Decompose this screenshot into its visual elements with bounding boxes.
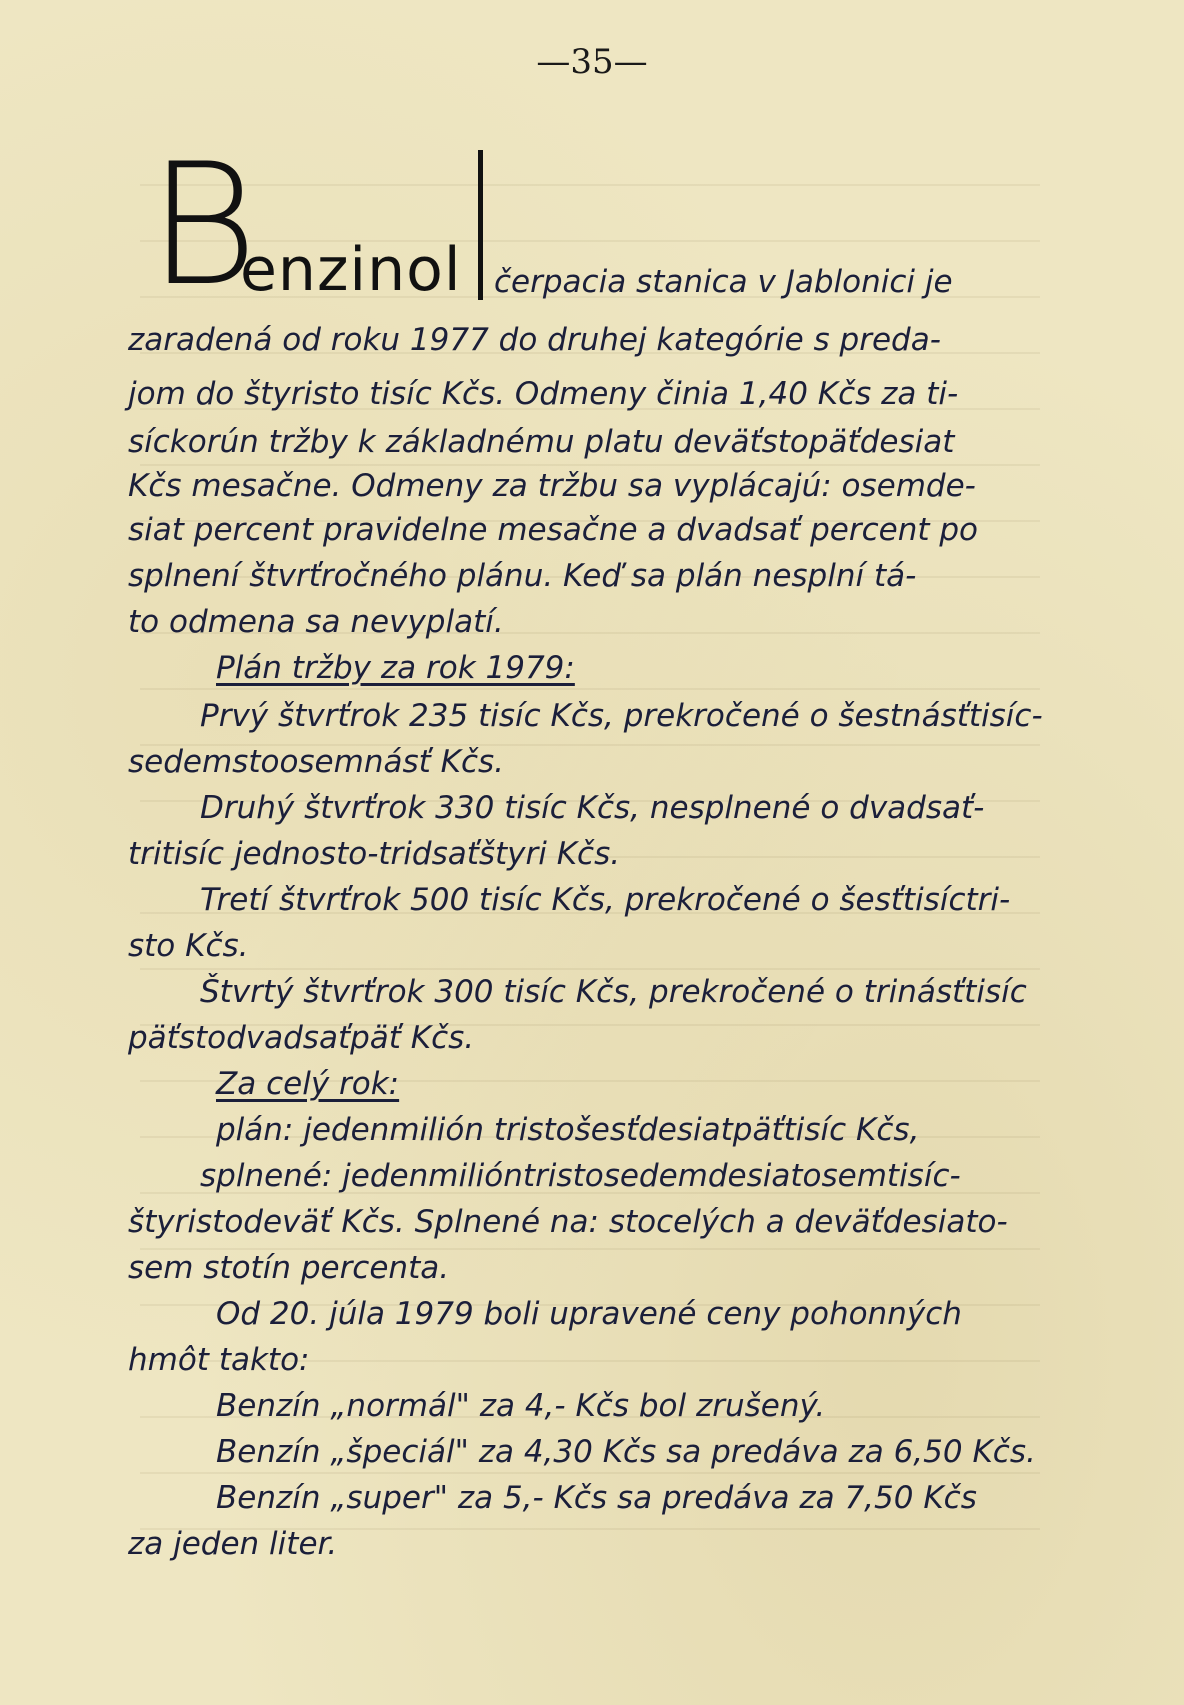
text-line: plán: jedenmilión tristošesťdesiatpäťtisíc Kčs, <box>216 1112 920 1148</box>
text-line: Druhý štvrťrok 330 tisíc Kčs, nesplnené o dvadsať- <box>200 790 985 826</box>
section-heading-year: Za celý rok: <box>216 1066 400 1102</box>
text-line: splnení štvrťročného plánu. Keď sa plán nesplní tá- <box>128 558 917 594</box>
title-rest: enzinol <box>240 235 462 305</box>
text-line: Od 20. júla 1979 boli upravené ceny pohonných <box>216 1296 962 1332</box>
section-heading-plan: Plán tržby za rok 1979: <box>216 650 575 686</box>
text-line: tritisíc jednosto-tridsaťštyri Kčs. <box>128 836 621 872</box>
text-line: Benzín „super" za 5,- Kčs sa predáva za 7,50 Kčs <box>216 1480 977 1516</box>
text-line: Kčs mesačne. Odmeny za tržbu sa vyplácajú: osemde- <box>128 468 976 504</box>
text-line: siat percent pravidelne mesačne a dvadsať percent po <box>128 512 979 548</box>
text-line: štyristodeväť Kčs. Splnené na: stocelých a deväťdesiato- <box>128 1204 1008 1240</box>
text-line: Prvý štvrťrok 235 tisíc Kčs, prekročené o šestnásťtisíc- <box>200 698 1043 734</box>
text-line: hmôt takto: <box>128 1342 310 1378</box>
text-line: zaradená od roku 1977 do druhej kategórie s preda- <box>128 322 941 358</box>
title-divider <box>478 150 483 300</box>
text-line: sem stotín percenta. <box>128 1250 450 1286</box>
text-line: Štvrtý štvrťrok 300 tisíc Kčs, prekročené o trinásťtisíc <box>200 974 1027 1010</box>
text-line: splnené: jedenmilióntristosedemdesiatosemtisíc- <box>200 1158 961 1194</box>
text-line: Benzín „špeciál" za 4,30 Kčs sa predáva za 6,50 Kčs. <box>216 1434 1036 1470</box>
text-line: sto Kčs. <box>128 928 249 964</box>
text-line: Benzín „normál" za 4,- Kčs bol zrušený. <box>216 1388 826 1424</box>
text-line: síckorún tržby k základnému platu deväťstopäťdesiat <box>128 424 955 460</box>
text-line: za jeden liter. <box>128 1526 338 1562</box>
text-line: päťstodvadsaťpäť Kčs. <box>128 1020 475 1056</box>
title-benzinol <box>148 127 508 323</box>
text-line: čerpacia stanica v Jablonici je <box>494 264 953 300</box>
text-line: jom do štyristo tisíc Kčs. Odmeny činia 1,40 Kčs za ti- <box>128 376 959 412</box>
text-line: Tretí štvrťrok 500 tisíc Kčs, prekročené o šesťtisíctri- <box>200 882 1011 918</box>
text-line: to odmena sa nevyplatí. <box>128 604 504 640</box>
page-number: —35— <box>536 42 648 82</box>
text-line: sedemstoosemnásť Kčs. <box>128 744 505 780</box>
title-initial: B <box>148 127 259 323</box>
